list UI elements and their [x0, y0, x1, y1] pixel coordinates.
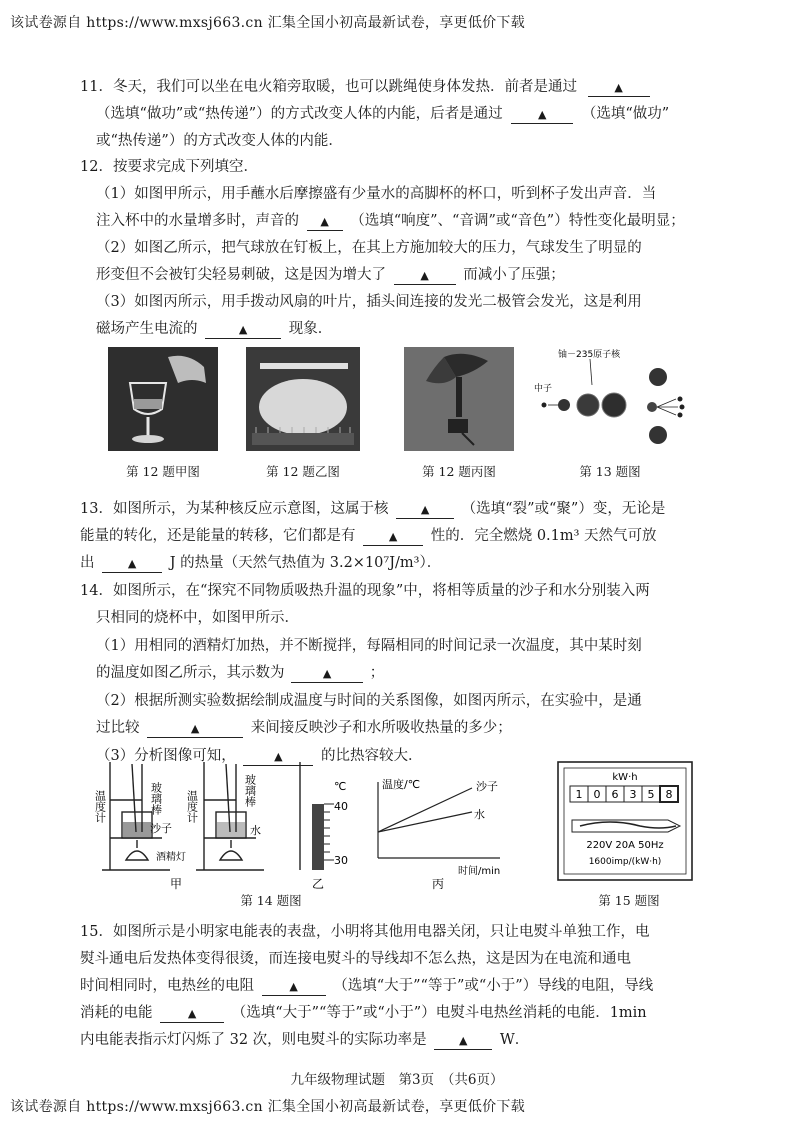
goblet-image [108, 347, 218, 451]
meter-digit: 0 [593, 788, 601, 801]
label-lamp: 酒精灯 [156, 852, 186, 863]
meter-digit: 6 [611, 788, 619, 801]
q14-text: （3）分析图像可知， [96, 748, 236, 764]
blank-marker: ▲ [238, 323, 248, 336]
burst [647, 402, 657, 412]
blank-marker: ▲ [289, 980, 298, 993]
fig14-fig15-diagrams [80, 760, 720, 910]
q12-line4: （2）如图乙所示，把气球放在钉板上，在其上方施加较大的压力，气球发生了明显的 [96, 240, 642, 256]
label-rod-a: 玻璃棒 [149, 782, 163, 815]
q12-blank-1[interactable] [307, 213, 343, 231]
q14-line5: （2）根据所测实验数据绘制成温度与时间的关系图像，如图丙所示，在实验中，是通 [96, 693, 642, 709]
q12-line7 [96, 319, 332, 340]
q12-line2: （1）如图甲所示，用手蘸水后摩擦盛有少量水的高脚杯的杯口，听到杯子发出声音．当 [96, 186, 657, 202]
electric-meter [558, 762, 692, 880]
q11-line3: 或“热传递”）的方式改变人体的内能． [96, 133, 343, 149]
caption-fig12-yi: 第 12 题乙图 [266, 464, 340, 479]
q15-line4 [80, 1003, 647, 1024]
label-rod-b: 玻璃棒 [243, 774, 257, 807]
thermo-40: 40 [334, 800, 348, 813]
q14-text: ； [369, 665, 385, 681]
q11-text: （选填“做功”或“热传递”）的方式改变人体的内能，后者是通过 [96, 106, 503, 122]
q12-line6: （3）如图丙所示，用手拨动风扇的叶片，插头间连接的发光二极管会发光，这是利用 [96, 294, 642, 310]
q14-text: 过比较 [96, 720, 140, 736]
graph-x-label: 时间/min [458, 866, 501, 877]
meter-unit: kW·h [612, 772, 638, 783]
label-sand: 沙子 [150, 822, 172, 835]
q13-text: 能量的转化，还是能量的转移，它们都是有 [80, 528, 356, 544]
q14-line4 [96, 663, 384, 684]
q13-line2 [80, 526, 657, 547]
blank-marker: ▲ [420, 503, 430, 516]
q12-text: 现象． [288, 321, 333, 337]
q14-line3: （1）用相同的酒精灯加热，并不断搅拌，每隔相同的时间记录一次温度，其中某时刻 [96, 638, 642, 654]
fig12-jia-photo [108, 347, 218, 451]
blank-marker: ▲ [388, 530, 398, 543]
blank-marker: ▲ [538, 108, 547, 121]
q13-line1 [80, 499, 665, 520]
q11-blank-2[interactable] [511, 106, 573, 124]
meter-digit: 3 [629, 788, 637, 801]
nucleus-excited [602, 393, 626, 417]
q12-text: 磁场产生电流的 [96, 321, 198, 337]
label-yi: 乙 [312, 877, 325, 891]
fan-led-image [404, 347, 514, 451]
q14-text: 的温度如图乙所示，其示数为 [96, 665, 285, 681]
q14-line6 [96, 718, 512, 739]
q15-blank-1[interactable] [262, 978, 326, 996]
blank-marker: ▲ [127, 557, 137, 570]
blank-marker: ▲ [187, 1007, 197, 1020]
graph-bing [378, 777, 500, 891]
water-line [378, 812, 472, 832]
q15-text: 内电能表指示灯闪烁了 32 次，则电熨斗的实际功率是 [80, 1032, 427, 1048]
page-footer: 九年级物理试题 第3页 （共6页） [290, 1072, 504, 1088]
nucleus-label: 铀－235原子核 [558, 350, 621, 360]
caption-fig15: 第 15 题图 [598, 893, 660, 908]
q11-blank-1[interactable] [588, 79, 650, 97]
q12-text: 而减小了压强； [463, 267, 565, 283]
q12-text: （选填“响度”、“音调”或“音色”）特性变化最明显； [350, 213, 685, 229]
fragment-2 [649, 426, 667, 444]
q11-text: （选填“做功” [581, 106, 670, 122]
q13-text: 性的．完全燃烧 0.1m³ 天然气可放 [430, 528, 657, 544]
q12-text: 注入杯中的水量增多时，声音的 [96, 213, 299, 229]
q14-blank-2[interactable] [147, 720, 243, 738]
q15-blank-3[interactable] [434, 1032, 492, 1050]
q14-text: 的比热容较大． [320, 748, 423, 764]
thermometer-yi [300, 762, 348, 891]
q12-blank-2[interactable] [394, 267, 456, 285]
thermo-unit: ℃ [334, 780, 347, 793]
graph-sand-label: 沙子 [476, 780, 498, 793]
q13-text: 13．如图所示，为某种核反应示意图，这属于核 [80, 501, 389, 517]
q15-text: 时间相同时，电热丝的电阻 [80, 978, 254, 994]
blank-marker: ▲ [614, 81, 623, 94]
label-bing: 丙 [432, 877, 445, 891]
q13-blank-1[interactable] [396, 501, 454, 519]
caption-fig14: 第 14 题图 [240, 893, 302, 908]
blank-marker: ▲ [320, 215, 329, 228]
caption-fig12-jia: 第 12 题甲图 [126, 464, 200, 479]
label-water: 水 [250, 824, 261, 837]
q11-line1 [80, 77, 650, 98]
fragment-1 [649, 368, 667, 386]
q15-line3 [80, 976, 653, 997]
meter-spec-1: 220V 20A 50Hz [586, 840, 664, 851]
q15-line5 [80, 1030, 529, 1051]
meter-arrow-icon [580, 822, 676, 828]
q12-text: 形变但不会被钉尖轻易刺破，这是因为增大了 [96, 267, 386, 283]
meter-digit: 8 [665, 788, 673, 801]
caption-fig12-bing: 第 12 题丙图 [422, 464, 496, 479]
q11-line2 [96, 104, 669, 125]
meter-digit: 5 [647, 788, 655, 801]
label-thermometer-b: 温度计 [185, 790, 199, 823]
q14-text: 来间接反映沙子和水所吸收热量的多少； [250, 720, 512, 736]
q14-blank-1[interactable] [291, 665, 363, 683]
meter-disc-window [572, 820, 680, 832]
q12-blank-3[interactable] [205, 321, 281, 339]
q15-text: （选填“大于”“等于”或“小于”）导线的电阻，导线 [333, 978, 654, 994]
thermo-30: 30 [334, 854, 348, 867]
blank-marker: ▲ [420, 269, 429, 282]
q15-blank-2[interactable] [160, 1005, 224, 1023]
q13-text: （选填“裂”或“聚”）变，无论是 [461, 501, 666, 517]
q12-line5 [96, 265, 565, 286]
q15-line1: 15．如图所示是小明家电能表的表盘，小明将其他用电器关闭，只让电熨斗单独工作，电 [80, 924, 650, 940]
blank-marker: ▲ [190, 722, 200, 735]
sand-line [378, 788, 472, 832]
fig12-bing-photo [404, 347, 514, 451]
nucleus-small [558, 399, 570, 411]
fig13-nuclear-diagram [530, 347, 690, 451]
label-thermometer-a: 温度计 [93, 790, 107, 823]
q15-text: 消耗的电能 [80, 1005, 153, 1021]
meter-digit: 1 [575, 788, 583, 801]
q13-text: J 的热量（天然气热值为 3.2×10⁷J/m³）． [169, 555, 442, 571]
q12-line1: 12．按要求完成下列填空． [80, 159, 258, 175]
neutron-label: 中子 [534, 384, 553, 394]
label-jia: 甲 [170, 877, 183, 891]
meter-spec-2: 1600imp/(kW·h) [588, 857, 662, 867]
blank-marker: ▲ [274, 750, 283, 763]
blank-marker: ▲ [322, 667, 332, 680]
q13-line3 [80, 553, 441, 574]
q11-text: 11．冬天，我们可以坐在电火箱旁取暖，也可以跳绳使身体发热．前者是通过 [80, 79, 577, 95]
source-banner-top: 该试卷源自 https://www.mxsj663.cn 汇集全国小初高最新试卷，享更低价下载 [10, 15, 526, 31]
nucleus-uranium [577, 394, 599, 416]
q13-text: 出 [80, 555, 95, 571]
q14-line2: 只相同的烧杯中，如图甲所示． [96, 610, 299, 626]
caption-fig13: 第 13 题图 [579, 464, 641, 479]
source-banner-bottom: 该试卷源自 https://www.mxsj663.cn 汇集全国小初高最新试卷，享更低价下载 [10, 1099, 526, 1115]
q12-line3 [96, 211, 685, 232]
neutron-dot [542, 403, 547, 408]
graph-y-label: 温度/℃ [382, 778, 421, 791]
q15-text: W． [499, 1032, 530, 1048]
graph-water-label: 水 [474, 808, 485, 821]
q15-text: （选填“大于”“等于”或“小于”）电熨斗电热丝消耗的电能．1min [231, 1005, 647, 1021]
meter-digits [570, 786, 678, 802]
q15-line2: 熨斗通电后发热体变得很烫，而连接电熨斗的导线却不怎么热，这是因为在电流和通电 [80, 951, 631, 967]
blank-marker: ▲ [459, 1034, 468, 1047]
q14-line1: 14．如图所示，在“探究不同物质吸热升温的现象”中，将相等质量的沙子和水分别装入两 [80, 583, 650, 599]
q13-blank-3[interactable] [102, 555, 162, 573]
balloon-nailboard-image [246, 347, 360, 451]
q13-blank-2[interactable] [363, 528, 423, 546]
fig12-yi-photo [246, 347, 360, 451]
